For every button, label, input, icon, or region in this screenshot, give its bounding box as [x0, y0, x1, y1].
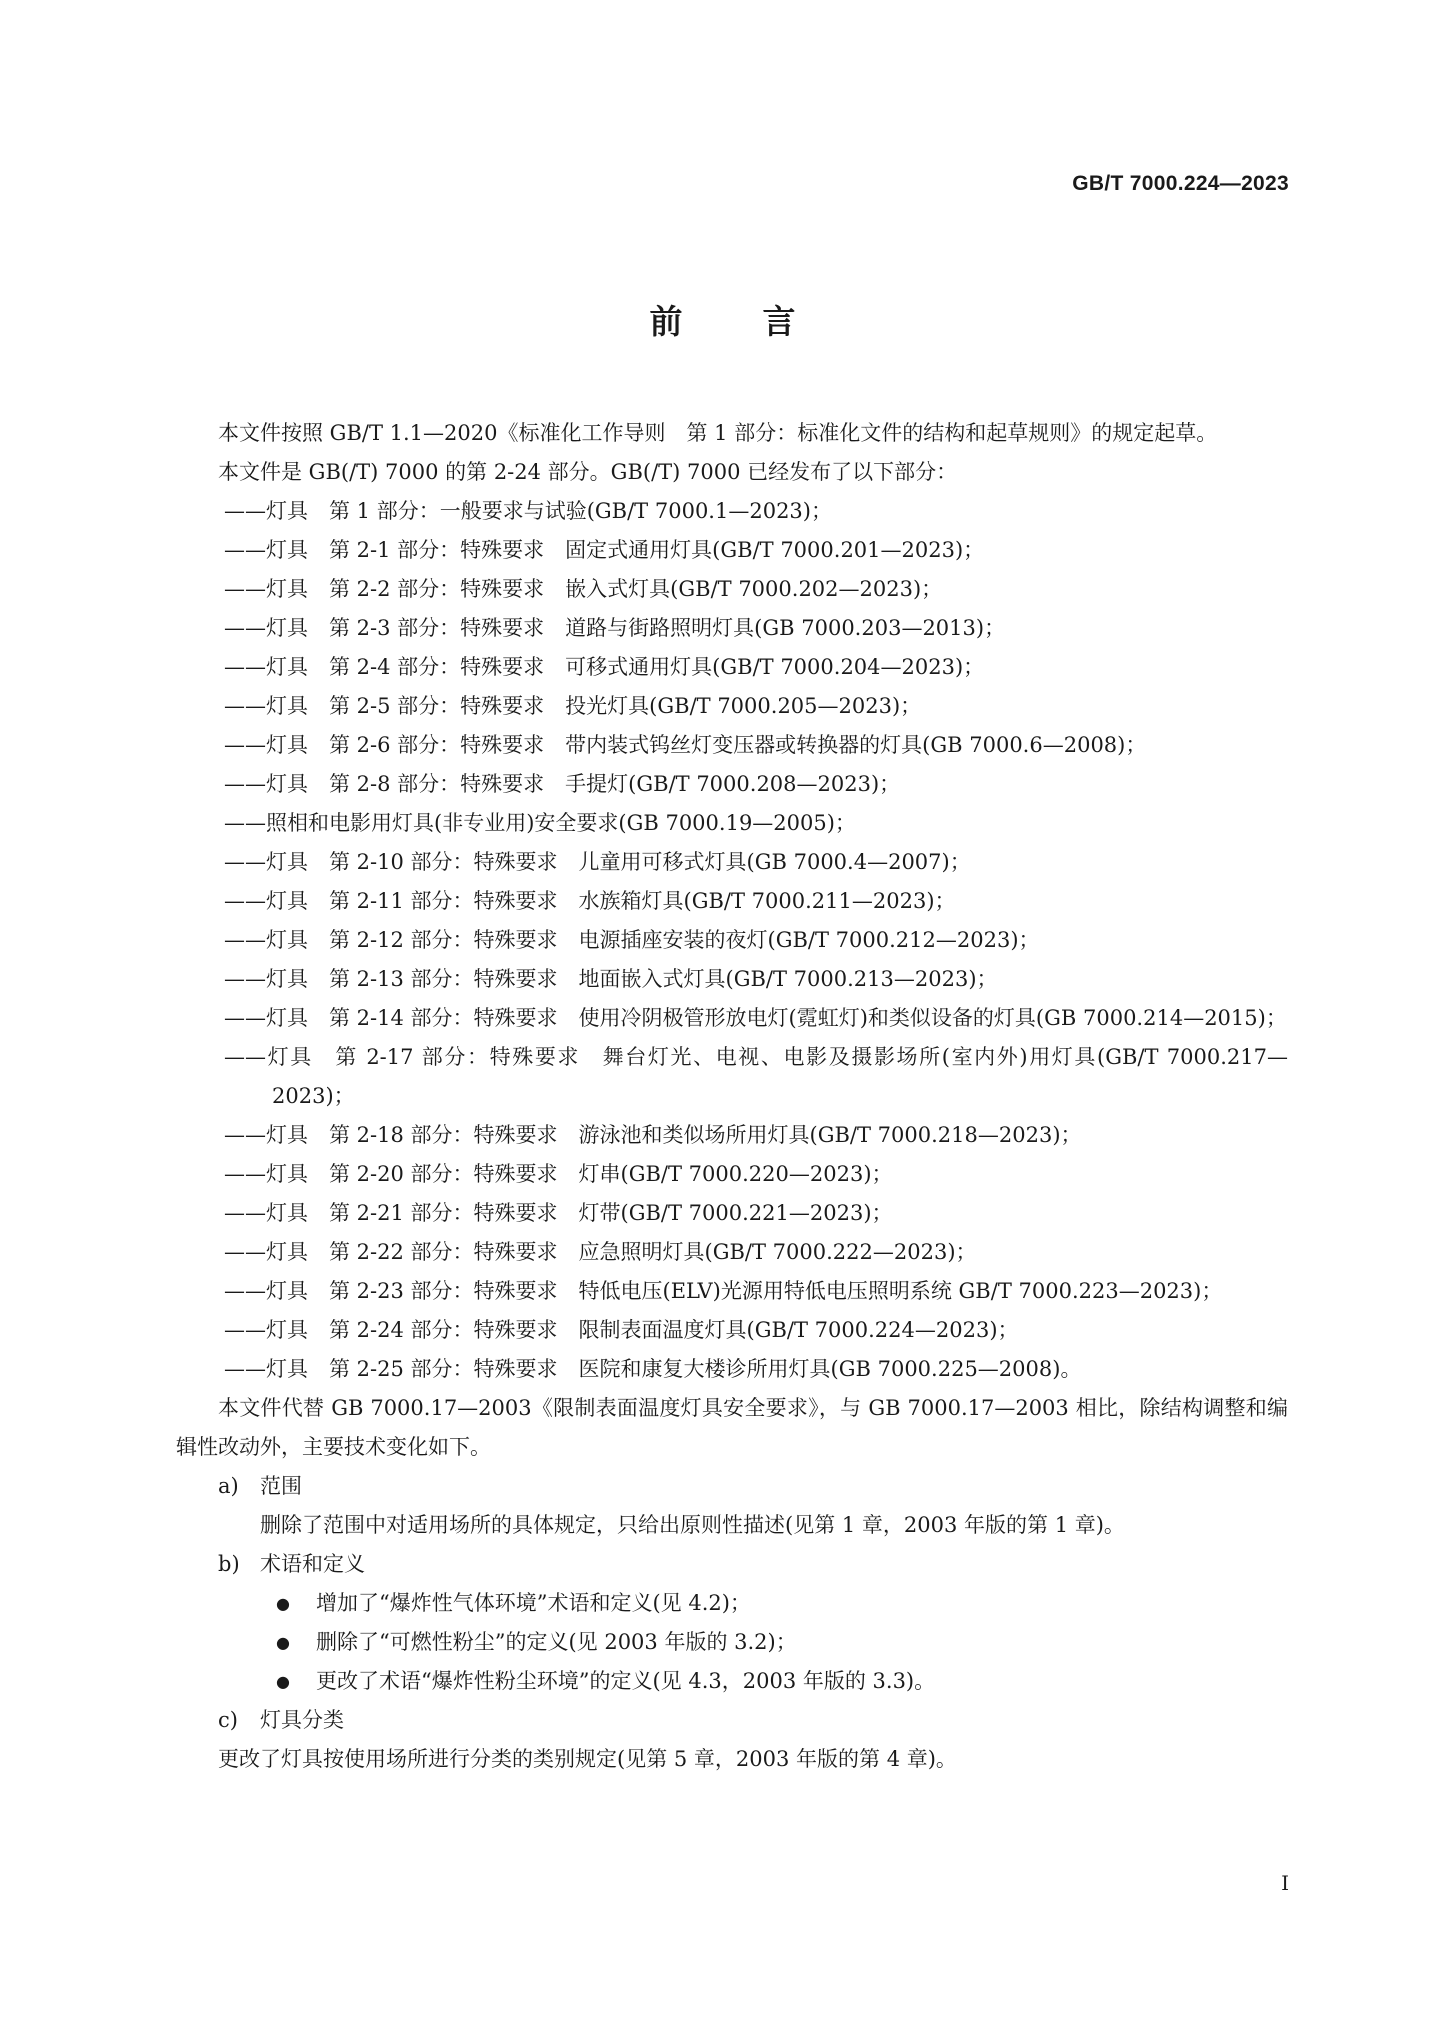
replace-note: 本文件代替 GB 7000.17—2003《限制表面温度灯具安全要求》，与 GB 7000.17—2003 相比，除结构调整和编辑性改动外，主要技术变化如下。: [176, 1396, 1288, 1459]
list-item: ——灯具 第 2-21 部分：特殊要求 灯带(GB/T 7000.221—2023)；: [224, 1201, 893, 1225]
intro-paragraph-2: 本文件是 GB(/T) 7000 的第 2-24 部分。GB(/T) 7000 已经发布了以下部分：: [218, 460, 958, 484]
list-item: ——灯具 第 2-17 部分：特殊要求 舞台灯光、电视、电影及摄影场所(室内外)用灯具(GB/T 7000.217—2023)；: [224, 1045, 1288, 1108]
page-title: [0, 296, 1445, 343]
change-b-title: 术语和定义: [260, 1552, 365, 1576]
list-item: ——灯具 第 2-5 部分：特殊要求 投光灯具(GB/T 7000.205—2023)；: [224, 694, 922, 718]
title-char-1: 前: [649, 302, 683, 341]
list-item: ——灯具 第 2-4 部分：特殊要求 可移式通用灯具(GB/T 7000.204—2023)；: [224, 655, 985, 679]
list-item: ——灯具 第 2-6 部分：特殊要求 带内装式钨丝灯变压器或转换器的灯具(GB 7000.6—2008)；: [224, 733, 1147, 757]
bullet-text: 更改了术语“爆炸性粉尘环境”的定义(见 4.3，2003 年版的 3.3)。: [316, 1669, 936, 1693]
list-item: ——灯具 第 2-23 部分：特殊要求 特低电压(ELV)光源用特低电压照明系统 GB/T 7000.223—2023)；: [224, 1279, 1223, 1303]
list-item: ——灯具 第 2-12 部分：特殊要求 电源插座安装的夜灯(GB/T 7000.212—2023)；: [224, 928, 1040, 952]
change-a-heading: [176, 1467, 1288, 1506]
intro-paragraph-1: 本文件按照 GB/T 1.1—2020《标准化工作导则 第 1 部分：标准化文件的结构和起草规则》的规定起草。: [218, 421, 1218, 445]
change-c-label: c): [218, 1708, 238, 1732]
bullet-text: 增加了“爆炸性气体环境”术语和定义(见 4.2)；: [316, 1591, 751, 1615]
list-item: ——灯具 第 2-18 部分：特殊要求 游泳池和类似场所用灯具(GB/T 7000.218—2023)；: [224, 1123, 1082, 1147]
bullet-icon: ●: [276, 1594, 290, 1613]
list-item: ——灯具 第 2-20 部分：特殊要求 灯串(GB/T 7000.220—2023)；: [224, 1162, 893, 1186]
bullet-icon: ●: [276, 1672, 290, 1691]
list-item: ——灯具 第 2-2 部分：特殊要求 嵌入式灯具(GB/T 7000.202—2023)；: [224, 577, 943, 601]
list-item: ——灯具 第 2-22 部分：特殊要求 应急照明灯具(GB/T 7000.222—2023)；: [224, 1240, 977, 1264]
page-number: I: [1281, 1871, 1289, 1895]
parts-list: [176, 492, 1288, 1389]
bullet-item: [176, 1623, 1288, 1662]
list-item: ——灯具 第 2-13 部分：特殊要求 地面嵌入式灯具(GB/T 7000.213—2023)；: [224, 967, 998, 991]
change-a-label: a): [218, 1474, 239, 1498]
standard-number: GB/T 7000.224—2023: [1072, 172, 1289, 195]
list-item: ——灯具 第 2-1 部分：特殊要求 固定式通用灯具(GB/T 7000.201—2023)；: [224, 538, 985, 562]
list-item: ——灯具 第 2-3 部分：特殊要求 道路与街路照明灯具(GB 7000.203—2013)；: [224, 616, 1006, 640]
bullet-text: 删除了“可燃性粉尘”的定义(见 2003 年版的 3.2)；: [316, 1630, 797, 1654]
list-item: ——灯具 第 2-25 部分：特殊要求 医院和康复大楼诊所用灯具(GB 7000.225—2008)。: [224, 1357, 1082, 1381]
list-item: ——照相和电影用灯具(非专业用)安全要求(GB 7000.19—2005)；: [224, 811, 856, 835]
list-item: ——灯具 第 2-11 部分：特殊要求 水族箱灯具(GB/T 7000.211—2023)；: [224, 889, 956, 913]
list-item: ——灯具 第 2-24 部分：特殊要求 限制表面温度灯具(GB/T 7000.224—2023)；: [224, 1318, 1019, 1342]
bullet-item: [176, 1584, 1288, 1623]
document-body: [176, 414, 1288, 1779]
change-a-body: 删除了范围中对适用场所的具体规定，只给出原则性描述(见第 1 章，2003 年版的第 1 章)。: [260, 1513, 1125, 1537]
change-a-title: 范围: [260, 1474, 302, 1498]
change-b-label: b): [218, 1552, 240, 1576]
change-c-heading: [176, 1701, 1288, 1740]
list-item: ——灯具 第 1 部分：一般要求与试验(GB/T 7000.1—2023)；: [224, 499, 832, 523]
title-char-2: 言: [762, 302, 796, 341]
list-item: ——灯具 第 2-10 部分：特殊要求 儿童用可移式灯具(GB 7000.4—2007)；: [224, 850, 971, 874]
bullet-icon: ●: [276, 1633, 290, 1652]
list-item: ——灯具 第 2-8 部分：特殊要求 手提灯(GB/T 7000.208—2023)；: [224, 772, 901, 796]
change-c-title: 灯具分类: [260, 1708, 344, 1732]
change-b-heading: [176, 1545, 1288, 1584]
list-item: ——灯具 第 2-14 部分：特殊要求 使用冷阴极管形放电灯(霓虹灯)和类似设备的灯具(GB 7000.214—2015)；: [224, 1006, 1287, 1030]
change-c-body: 更改了灯具按使用场所进行分类的类别规定(见第 5 章，2003 年版的第 4 章)。: [218, 1747, 957, 1771]
bullet-item: [176, 1662, 1288, 1701]
